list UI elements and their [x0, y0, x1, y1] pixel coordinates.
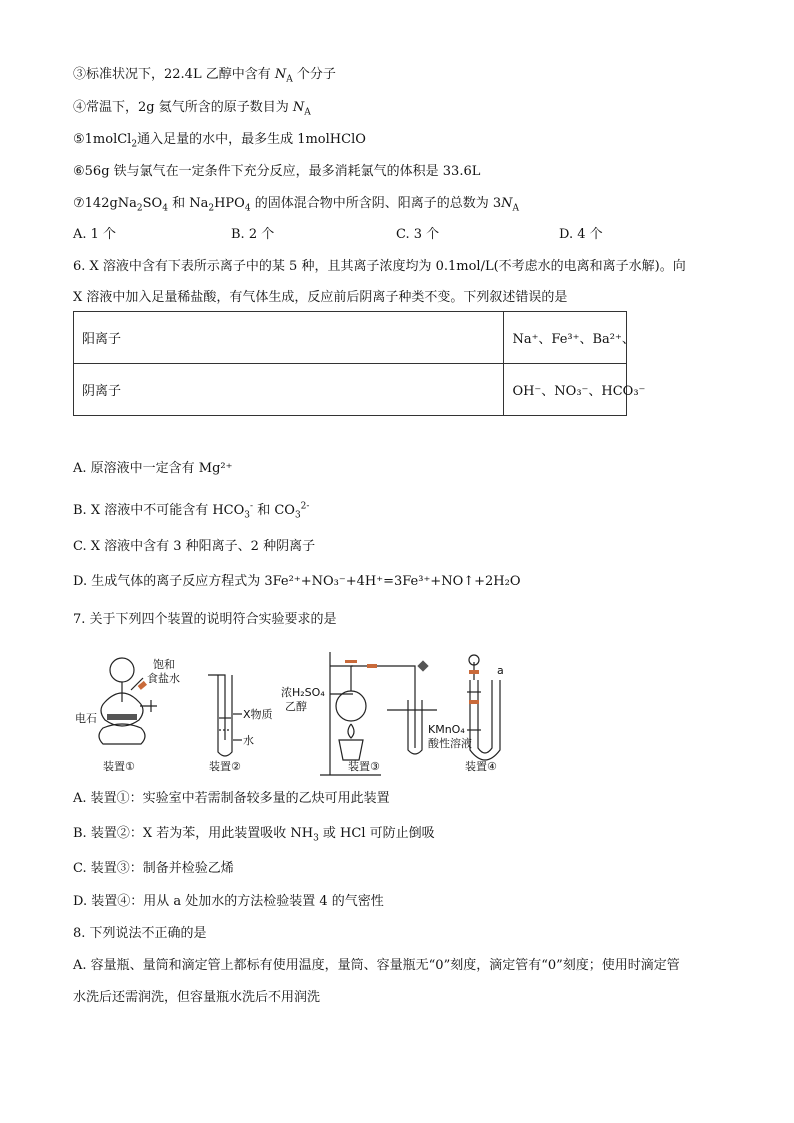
item-7 — [73, 195, 519, 213]
item-5-post: 通入足量的水中，最多生成 1molHClO — [137, 132, 366, 147]
item-3-post: 个分子 — [292, 67, 336, 82]
q6-option-d: D. 生成气体的离子反应方程式为 3Fe²⁺+NO₃⁻+4H⁺=3Fe³⁺+NO↑+2H₂O — [73, 574, 521, 589]
item-7-s2: 4 — [162, 203, 168, 214]
item-7-s1: 2 — [136, 203, 143, 214]
q7-option-a: A. 装置①：实验室中若需制备较多量的乙炔可用此装置 — [73, 791, 390, 806]
q6-stem-1: 6. X 溶液中含有下表所示离子中的某 5 种，且其离子浓度均为 0.1mol/L(不考虑水的电离和离子水解)。向 — [73, 259, 686, 274]
item-7-mid3: HPO — [214, 196, 245, 211]
q6-option-b: B. X 溶液中不可能含有 $HCO_3^-$ 和 $CO_3^{2-}$ — [73, 501, 310, 521]
item-7-s3: 2 — [208, 203, 215, 214]
anion-label: 阴离子 — [74, 364, 504, 416]
label-carbide: 电石 — [75, 712, 97, 725]
label-saturated-2: 食盐水 — [147, 672, 180, 685]
label-ethanol: 乙醇 — [285, 700, 307, 713]
caption-1: 装置① — [103, 760, 135, 773]
item-7-post: 的固体混合物中所含阴、阳离子的总数为 3 — [250, 196, 502, 211]
label-kmno4: KMnO₄ — [428, 723, 465, 736]
q5-option-b: B. 2 个 — [231, 227, 275, 242]
kipp-bottom-bulb — [99, 724, 145, 744]
table-row — [74, 312, 627, 364]
q7-option-b: B. 装置②：X 若为苯，用此装置吸收 $NH_3$ 或 HCl 可防止倒吸 — [73, 826, 435, 844]
label-acidic: 酸性溶液 — [428, 737, 472, 750]
item-7-sub: A — [512, 203, 519, 214]
q7-option-b-post: 或 HCl 可防止倒吸 — [318, 826, 435, 841]
q6-option-b-pre: B. X 溶液中不可能含有 HCO — [73, 503, 245, 518]
caption-3: 装置③ — [348, 760, 380, 773]
q6-option-a: A. 原溶液中一定含有 Mg²⁺ — [73, 461, 233, 476]
item-4-N: N — [292, 100, 305, 115]
q8-stem: 8. 下列说法不正确的是 — [73, 926, 207, 941]
item-3 — [73, 66, 336, 84]
q5-option-d: D. 4 个 — [559, 227, 603, 242]
q8-option-a-line1: A. 容量瓶、量筒和滴定管上都标有使用温度，量筒、容量瓶无“0”刻度，滴定管有“0”刻度；使用时滴定管 — [73, 958, 680, 973]
item-7-mid1: SO — [142, 196, 163, 211]
item-3-pre: ③标准状况下，22.4L 乙醇中含有 — [73, 67, 275, 82]
table-row — [74, 364, 627, 416]
label-water: 水 — [243, 734, 254, 747]
distilling-flask — [336, 691, 366, 721]
q5-option-a: A. 1 个 — [73, 227, 117, 242]
item-3-N: N — [274, 67, 287, 82]
q6-stem-2: X 溶液中加入足量稀盐酸，有气体生成，反应前后阴离子种类不变。下列叙述错误的是 — [73, 290, 568, 305]
item-7-mid2: 和 Na — [167, 196, 209, 211]
item-5-sub: 2 — [131, 139, 138, 150]
caption-4: 装置④ — [465, 760, 497, 773]
kipp-top-bulb — [110, 658, 134, 682]
q8-option-a-line2: 水洗后还需润洗，但容量瓶水洗后不用润洗 — [73, 990, 321, 1005]
item-4 — [73, 99, 311, 117]
item-7-pre: ⑦142gNa — [73, 196, 137, 211]
caption-2: 装置② — [209, 760, 241, 773]
label-h2so4: 浓H₂SO₄ — [281, 686, 325, 699]
item-5 — [73, 131, 366, 149]
item-7-s4: 4 — [244, 203, 251, 214]
item-6: ⑥56g 铁与氯气在一定条件下充分反应，最多消耗氯气的体积是 33.6L — [73, 164, 481, 179]
ion-table — [73, 311, 646, 416]
q7-option-d: D. 装置④：用从 a 处加水的方法检验装置 4 的气密性 — [73, 894, 384, 909]
q5-option-c: C. 3 个 — [396, 227, 440, 242]
alcohol-lamp — [339, 740, 363, 760]
item-7-N: N — [501, 196, 513, 211]
item-4-pre: ④常温下，2g 氦气所含的原子数目为 — [73, 100, 293, 115]
label-x-substance: X物质 — [243, 708, 273, 721]
apparatus-figure — [75, 640, 525, 780]
cation-values: Na⁺、Fe³⁺、Ba²⁺、 — [504, 312, 627, 364]
anion-values: OH⁻、NO₃⁻、HCO₃⁻ — [504, 364, 627, 416]
item-4-sub: A — [304, 107, 311, 118]
label-a: a — [497, 664, 504, 677]
q7-option-c: C. 装置③：制备并检验乙烯 — [73, 861, 234, 876]
label-saturated-1: 饱和 — [153, 658, 175, 671]
q6-option-c: C. X 溶液中含有 3 种阳离子、2 种阴离子 — [73, 539, 316, 554]
cation-label: 阳离子 — [74, 312, 504, 364]
q7-option-b-pre: B. 装置②：X 若为苯，用此装置吸收 NH — [73, 826, 314, 841]
q6-option-b-mid: 和 CO — [253, 503, 295, 518]
item-3-sub: A — [286, 74, 293, 85]
item-5-pre: ⑤1molCl — [73, 132, 132, 147]
q7-stem: 7. 关于下列四个装置的说明符合实验要求的是 — [73, 612, 337, 627]
